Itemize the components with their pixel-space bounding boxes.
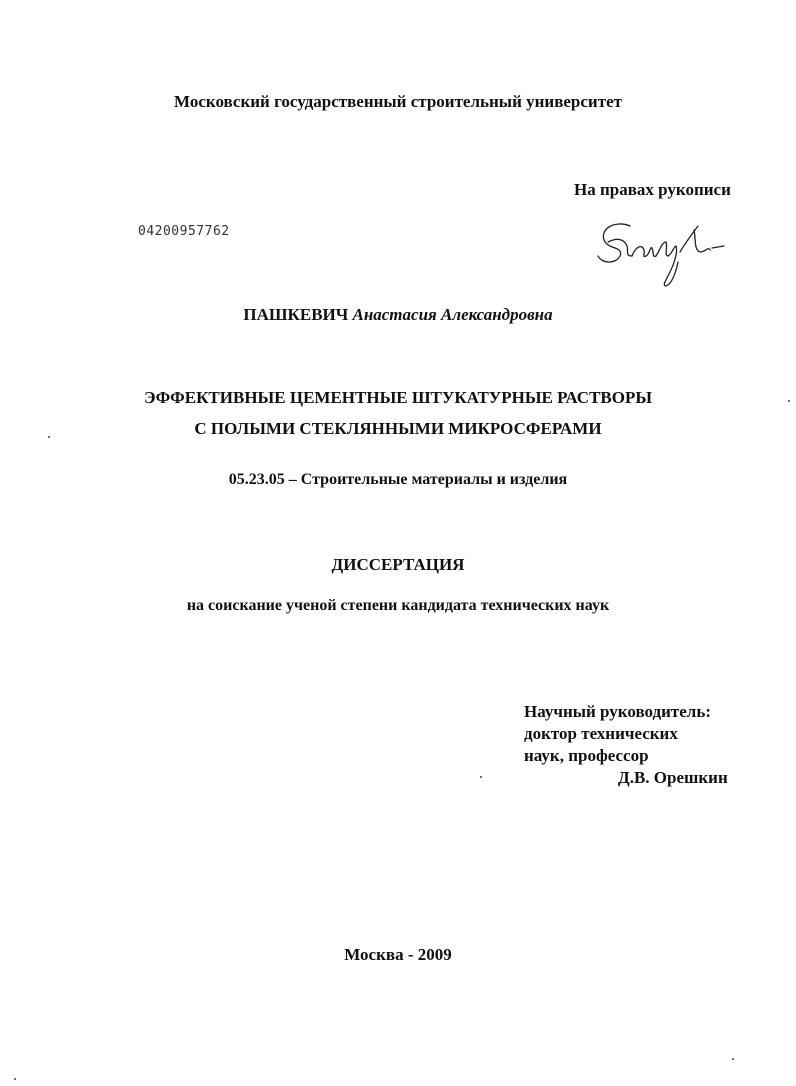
degree-line: на соискание ученой степени кандидата технических наук bbox=[186, 597, 610, 614]
supervisor-role: Научный руководитель: bbox=[524, 702, 711, 721]
author-given-names: Анастасия Александровна bbox=[352, 305, 553, 324]
document-code: 04200957762 bbox=[138, 224, 230, 239]
rights-note: На правах рукописи bbox=[574, 180, 731, 199]
scan-speck bbox=[48, 436, 50, 438]
supervisor-degree: доктор технических bbox=[524, 724, 678, 743]
author-surname: ПАШКЕВИЧ bbox=[243, 305, 349, 324]
supervisor-name: Д.В. Орешкин bbox=[618, 768, 728, 787]
scan-speck bbox=[732, 1058, 734, 1060]
document-type: ДИССЕРТАЦИЯ bbox=[331, 555, 465, 574]
scan-speck bbox=[14, 1078, 16, 1080]
signature bbox=[590, 212, 740, 294]
university-name: Московский государственный строительный университет bbox=[174, 92, 622, 111]
title-line-2: С ПОЛЫМИ СТЕКЛЯННЫМИ МИКРОСФЕРАМИ bbox=[194, 419, 602, 438]
scan-speck bbox=[480, 776, 482, 778]
specialty: 05.23.05 – Строительные материалы и изделия bbox=[228, 471, 568, 488]
title-line-1: ЭФФЕКТИВНЫЕ ЦЕМЕНТНЫЕ ШТУКАТУРНЫЕ РАСТВОРЫ bbox=[143, 388, 653, 407]
supervisor-title: наук, профессор bbox=[524, 746, 649, 765]
author-line bbox=[0, 305, 796, 325]
city-year: Москва - 2009 bbox=[344, 945, 452, 964]
scan-speck bbox=[788, 400, 790, 402]
